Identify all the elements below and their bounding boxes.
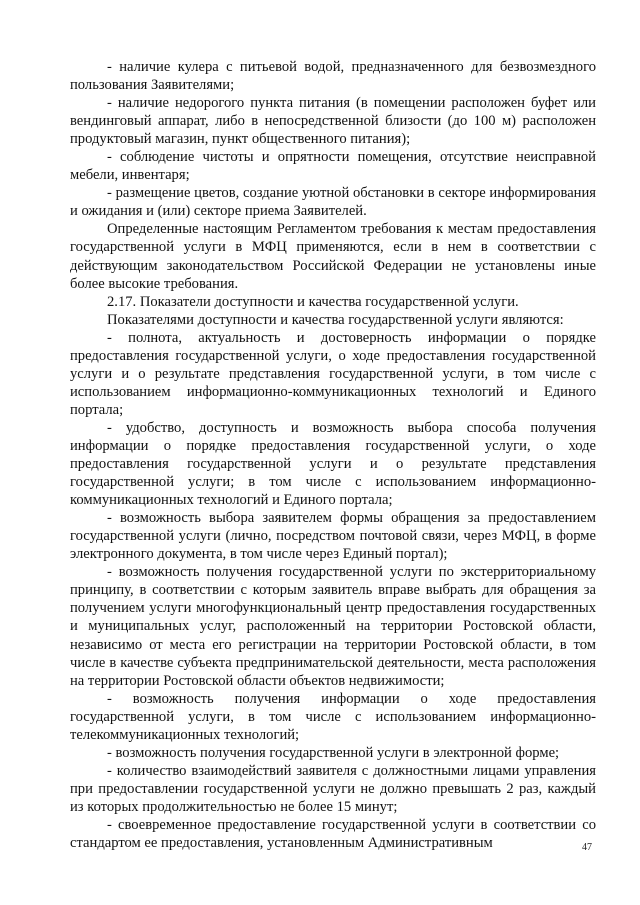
paragraph-electronic-form: - возможность получения государственной услуги в электронной форме; <box>107 744 560 761</box>
paragraph-information-completeness: - полнота, актуальность и достоверность информации о порядке предоставления государственной услуги, о ходе предоставления государственной услуги и о результате представления государственной услуги, в том числе с использованием информационно-коммуникационных технологий и Единого портала; <box>70 329 596 418</box>
paragraph-timely-service: - своевременное предоставление государственной услуги в соответствии со стандартом ее предоставления, установленным Административным <box>70 816 596 852</box>
paragraph-progress-info: - возможность получения информации о ходе предоставления государственной услуги, в том числе с использованием информационно-телекоммуникационных технологий; <box>70 690 596 743</box>
page-number: 47 <box>582 842 592 853</box>
paragraph-interactions-count: - количество взаимодействий заявителя с должностными лицами управления при предоставлении государственной услуги не должно превышать 2 раз, каждый из которых продолжительностью не более 15 минут; <box>70 762 596 815</box>
paragraph-mfc-requirements: Определенные настоящим Регламентом требования к местам предоставления государственной услуги в МФЦ применяются, если в нем в соответствии с действующим законодательством Российской Федерации не установлены иные более высокие требования. <box>70 221 596 292</box>
paragraph-flowers: - размещение цветов, создание уютной обстановки в секторе информирования и ожидания и (или) секторе приема Заявителей. <box>70 185 596 220</box>
document-body <box>70 58 596 852</box>
paragraph-cooler: - наличие кулера с питьевой водой, предназначенного для безвозмездного пользования Заявителями; <box>70 59 596 94</box>
paragraph-convenience: - удобство, доступность и возможность выбора способа получения информации о порядке предоставления государственной услуги, о ходе предоставления государственной услуги и о результате представления государственной услуги; в том числе с использованием информационно-коммуникационных технологий и Единого портала; <box>70 419 596 509</box>
section-heading-2-17: 2.17. Показатели доступности и качества государственной услуги. <box>107 293 519 310</box>
paragraph-extraterritorial: - возможность получения государственной услуги по экстерриториальному принципу, в соответствии с которым заявитель вправе выбрать для обращения за получением услуги многофункциональный центр предоставления государственных и муниципальных услуг, расположенный на территории Ростовской области, независимо от места его регистрации на территории Ростовской области, в том числе в качестве субъекта предпринимательской деятельности, места расположения на территории Ростовской области объектов недвижимости; <box>70 564 596 689</box>
paragraph-food-point: - наличие недорогого пункта питания (в помещении расположен буфет или вендинговый аппарат, либо в непосредственной близости (до 100 м) расположен продуктовый магазин, пункт общественного питания); <box>70 95 596 148</box>
paragraph-indicators-intro: Показателями доступности и качества государственной услуги являются: <box>107 311 564 328</box>
paragraph-form-choice: - возможность выбора заявителем формы обращения за предоставлением государственной услуги (лично, посредством почтовой связи, через МФЦ, в форме электронного документа, в том числе через Единый портал); <box>70 510 596 563</box>
paragraph-cleanliness: - соблюдение чистоты и опрятности помещения, отсутствие неисправной мебели, инвентаря; <box>70 149 596 184</box>
